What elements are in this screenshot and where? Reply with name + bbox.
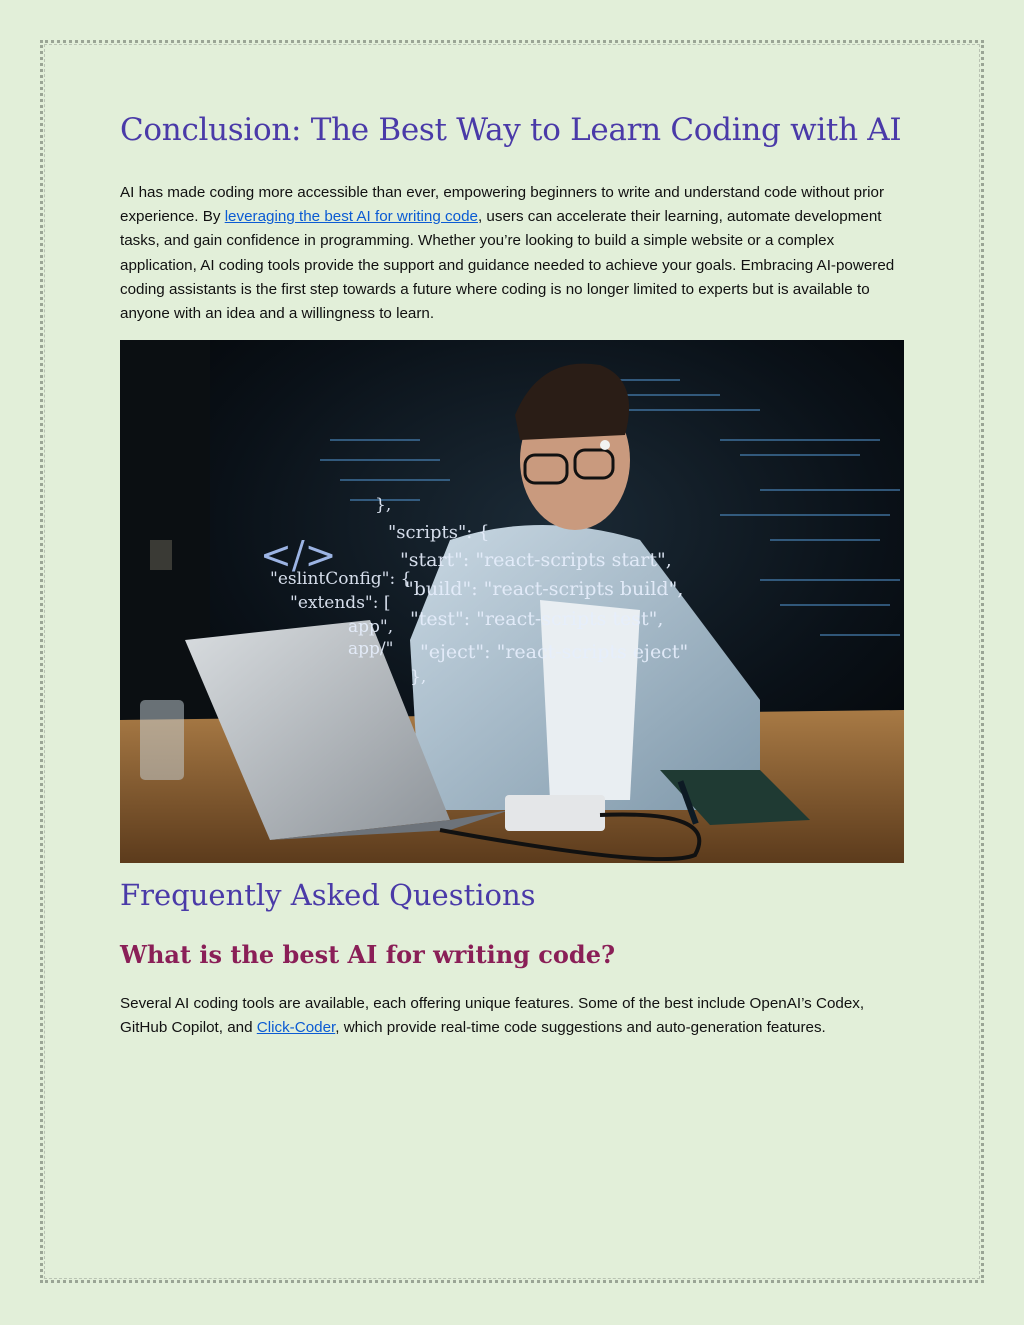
faq-heading: Frequently Asked Questions	[120, 878, 536, 912]
code-line: "extends": [	[290, 593, 391, 613]
conclusion-heading: Conclusion: The Best Way to Learn Coding with AI	[120, 112, 902, 148]
code-line: "eject": "react-scripts eject"	[420, 641, 689, 663]
code-line: "test": "react-scripts test",	[410, 608, 664, 630]
faq-question: What is the best AI for writing code?	[120, 940, 616, 969]
conclusion-paragraph	[120, 181, 910, 326]
code-line: "start": "react-scripts start",	[400, 549, 672, 571]
coding-photo	[120, 340, 904, 863]
faq-answer-text-start: Several AI coding tools are available, each offering unique features. Some of the best include OpenAI’s Codex, GitHub Copilot, and	[120, 995, 865, 1037]
code-tag-symbol: </>	[260, 533, 337, 577]
code-line: "build": "react-scripts build",	[405, 578, 684, 600]
code-line: "eslintConfig": {	[270, 569, 412, 589]
conclusion-text-end: , users can accelerate their learning, automate development tasks, and gain confidence in programming. Whether you’re looking to build a simple website or a complex application, AI coding tools provide the support and guidance needed to achieve your goals. Embracing AI-powered coding assistants is the first step towards a future where coding is no longer limited to experts but is available to anyone with an idea and a willingness to learn.	[120, 208, 895, 323]
faq-answer	[120, 992, 910, 1040]
best-ai-link[interactable]: leveraging the best AI for writing code	[224, 208, 478, 226]
code-line: },	[375, 495, 392, 515]
faq-answer-text-end: , which provide real-time code suggestions and auto-generation features.	[335, 1019, 826, 1037]
code-line: "scripts": {	[388, 522, 490, 543]
conclusion-text-start: AI has made coding more accessible than ever, empowering beginners to write and understand code without prior experience. By	[120, 184, 885, 226]
code-line: },	[410, 667, 427, 687]
code-line: app",	[348, 617, 394, 637]
click-coder-link[interactable]: Click-Coder	[256, 1019, 336, 1037]
code-line: app/"	[348, 639, 394, 659]
